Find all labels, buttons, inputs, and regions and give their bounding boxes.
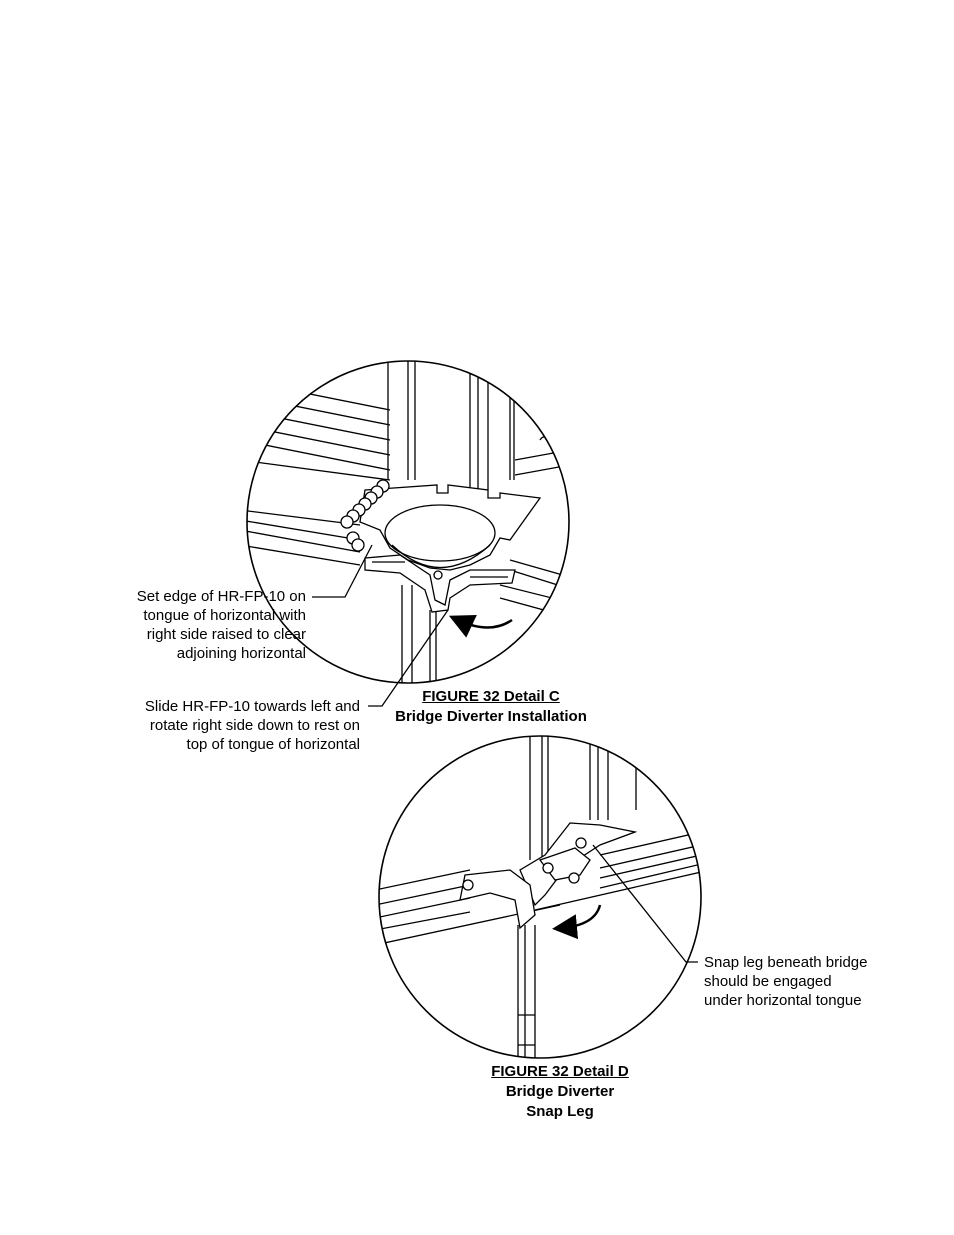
callout-snap-leg-line: Snap leg beneath bridge <box>704 954 868 971</box>
callout-slide-line: Slide HR-FP-10 towards left and <box>144 698 360 715</box>
callout-slide-line: rotate right side down to rest on <box>149 717 360 734</box>
callout-set-edge <box>137 587 306 663</box>
detail-c-leader-set-edge <box>312 545 372 597</box>
figure-subtitle-detail-c: Bridge Diverter Installation <box>395 708 587 725</box>
figure-title-detail-c: FIGURE 32 Detail C <box>422 688 560 705</box>
callout-snap-leg-line: should be engaged <box>704 973 832 990</box>
figure-subtitle2-detail-d: Snap Leg <box>526 1103 594 1120</box>
detail-c-upper-rails <box>240 380 570 480</box>
callout-set-edge-line: right side raised to clear <box>146 626 306 643</box>
detail-d-leader-snap-leg <box>593 845 698 962</box>
callout-slide <box>145 697 360 754</box>
detail-c-bridge-plate <box>360 485 540 612</box>
detail-d-lower-mullion <box>518 925 535 1060</box>
figure-caption-detail-d <box>450 1062 670 1122</box>
figure-caption-detail-c <box>371 687 611 727</box>
detail-d-motion-arrow <box>562 905 600 928</box>
detail-c-vertical-mullion <box>388 360 514 490</box>
callout-slide-line: top of tongue of horizontal <box>186 736 360 753</box>
detail-d-illustration <box>375 735 710 1060</box>
callout-set-edge-line: adjoining horizontal <box>176 645 306 662</box>
callout-snap-leg <box>704 953 867 1010</box>
detail-c-motion-arrow <box>458 620 512 628</box>
callout-set-edge-line: Set edge of HR-FP-10 on <box>136 588 306 605</box>
figure-subtitle-detail-d: Bridge Diverter <box>505 1083 615 1100</box>
callout-snap-leg-line: under horizontal tongue <box>704 992 862 1009</box>
callout-set-edge-line: tongue of horizontal with <box>143 607 306 624</box>
figure-title-detail-d: FIGURE 32 Detail D <box>491 1063 629 1080</box>
